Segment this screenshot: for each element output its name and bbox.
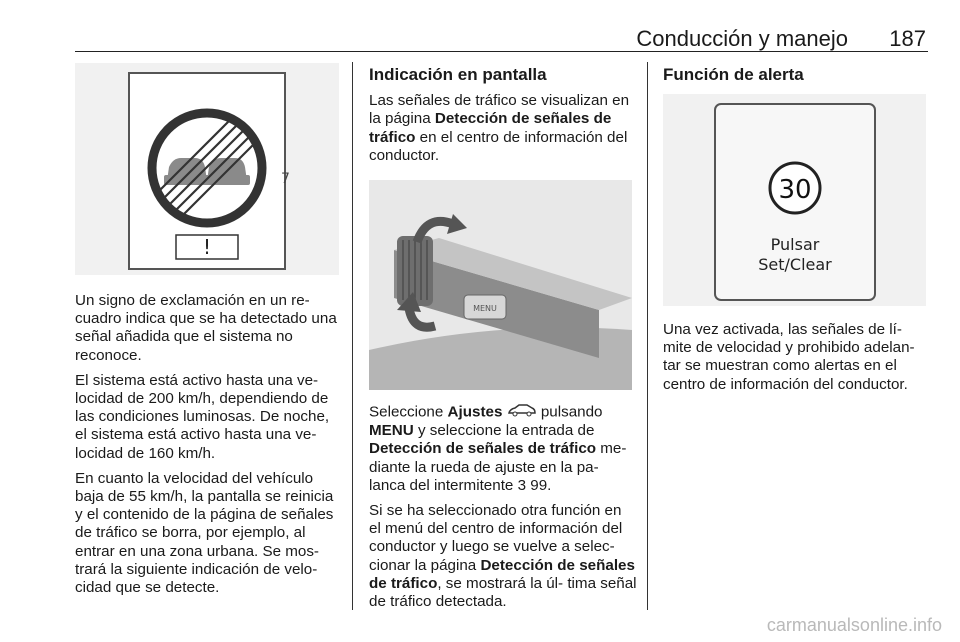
header-rule — [75, 51, 928, 52]
alert-box-mark: ! — [202, 235, 212, 259]
column-2-bottom — [369, 403, 637, 618]
alert-line-1: Pulsar — [770, 235, 820, 254]
column-3-top — [663, 66, 925, 92]
column-2-top — [369, 66, 635, 172]
figure-badge: 7 — [281, 171, 290, 187]
paragraph: Seleccione Ajustes pulsando MENU y seleccione la entrada de Detección de señales de tráfico me- diante la rueda de ajuste en la pa- lanca del intermitente 3 99. — [369, 403, 627, 494]
page-number: 187 — [889, 26, 926, 51]
page-reference: 3 99 — [517, 476, 548, 494]
column-3-bottom — [663, 321, 929, 401]
speed-alert-display-icon — [663, 94, 926, 306]
end-of-no-overtaking-sign-icon — [75, 63, 339, 275]
sign-figure — [75, 63, 339, 275]
column-1-text — [75, 292, 341, 604]
column-divider-2 — [647, 62, 648, 610]
paragraph: El sistema está activo hasta una ve- locidad de 200 km/h, dependiendo de las condiciones luminosas. De noche, el sistema está activo hasta una ve- locidad de 160 km/h. — [75, 371, 330, 462]
alert-figure — [663, 94, 926, 306]
watermark: carmanualsonline.info — [766, 615, 942, 635]
section-heading: Indicación en pantalla — [369, 65, 547, 84]
paragraph: Las señales de tráfico se visualizan en la página Detección de señales de tráfico en el centro de información del conductor. — [369, 92, 630, 164]
column-divider-1 — [352, 62, 353, 610]
speed-limit-value: 30 — [778, 175, 812, 205]
page-header — [75, 22, 928, 52]
turn-signal-lever-icon — [369, 180, 632, 390]
paragraph: Si se ha seleccionado otra función en el menú del centro de información del conductor y luego se vuelve a selec- cionar la página Detección de señales de tráfico, se mostrará la úl- tima señal de tráfico detectada. — [369, 502, 637, 611]
section-heading: Función de alerta — [663, 65, 804, 84]
paragraph: En cuanto la velocidad del vehículo baja de 55 km/h, la pantalla se reinicia y el contenido de la página de señales de tráfico se borra, por ejemplo, al entrar en una zona urbana. Se mos- trará la siguiente indicación de velo- cidad que se detecte. — [75, 469, 334, 597]
car-settings-icon — [507, 403, 537, 422]
paragraph: Una vez activada, las señales de lí- mite de velocidad y prohibido adelan- tar se muestran como alertas en el centro de información del conductor. — [663, 321, 915, 393]
alert-line-2: Set/Clear — [758, 255, 832, 274]
lever-figure — [369, 180, 632, 390]
menu-button-label: MENU — [473, 304, 497, 313]
paragraph: Un signo de exclamación en un re- cuadro indica que se ha detectado una señal añadida que el sistema no reconoce. — [75, 292, 337, 364]
section-title: Conducción y manejo — [636, 26, 848, 51]
